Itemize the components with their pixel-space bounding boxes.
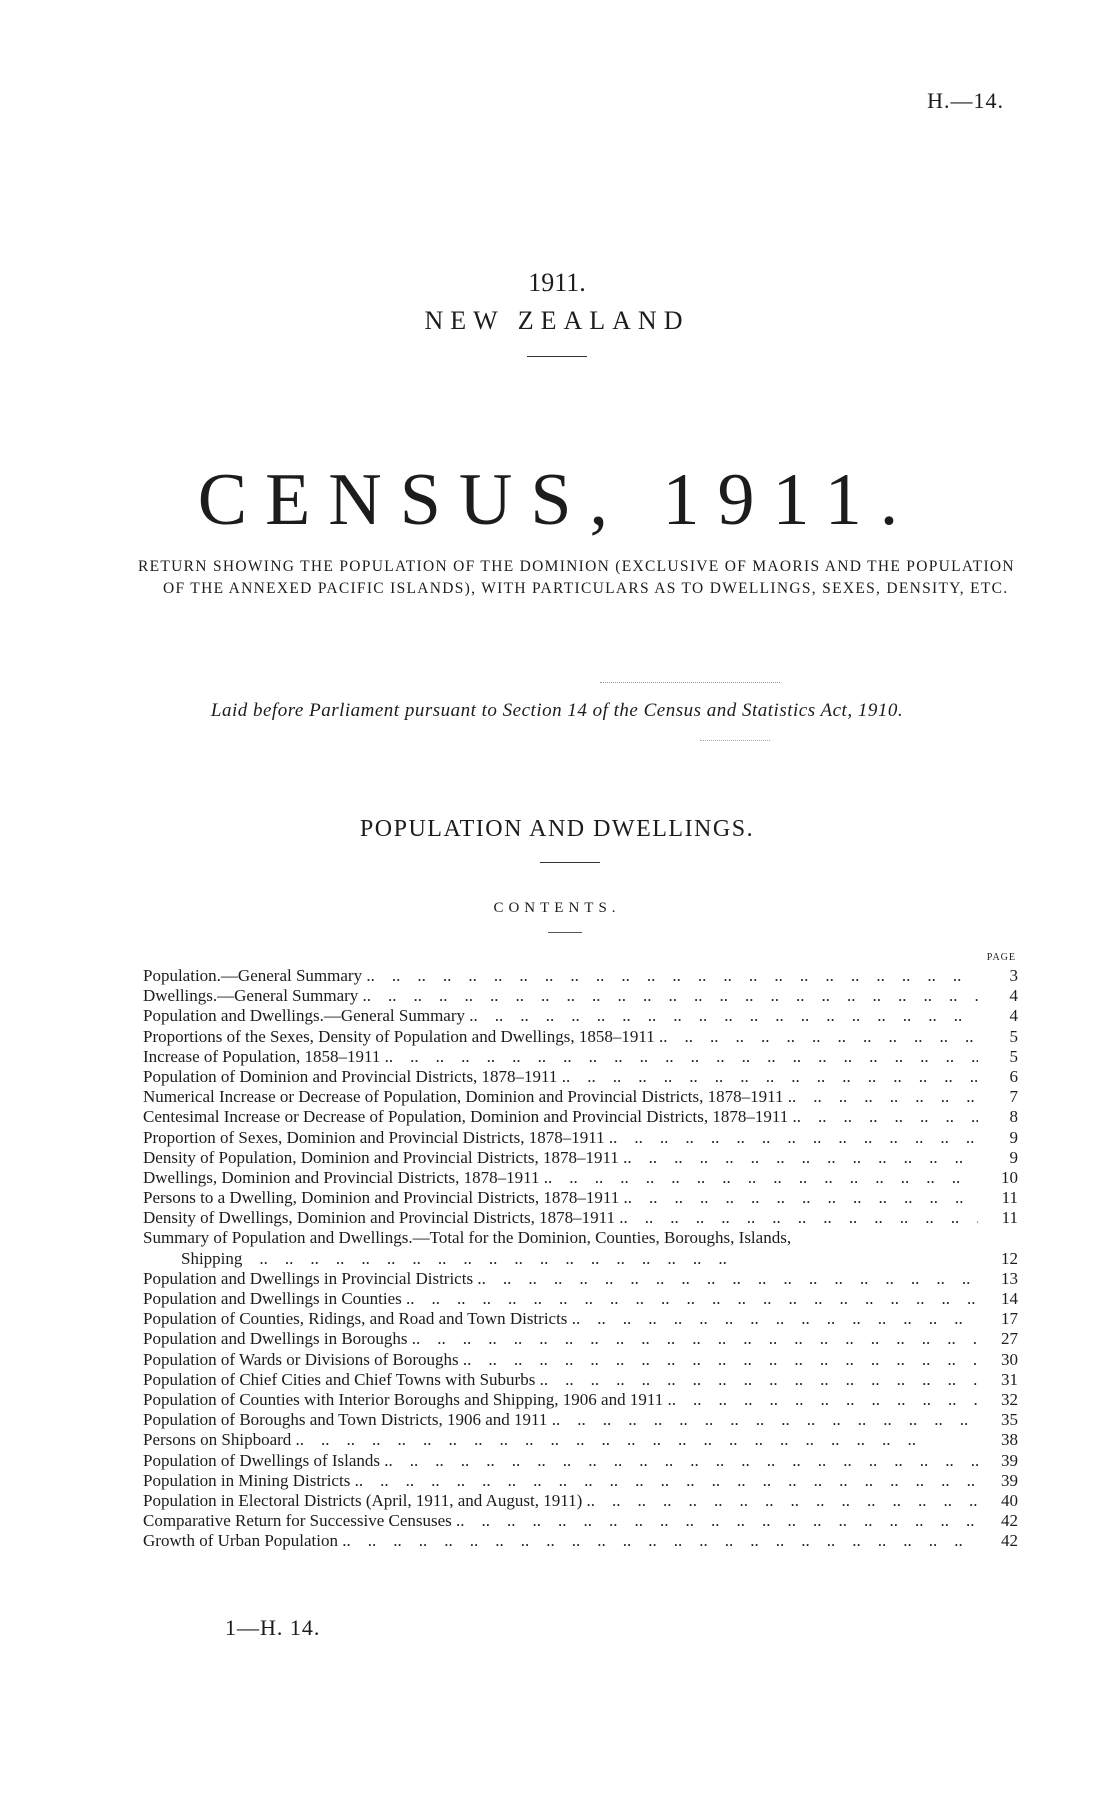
divider-rule: [548, 932, 582, 933]
list-item: Population.—General Summary .. 3: [143, 966, 1018, 986]
country-heading: NEW ZEALAND: [424, 306, 690, 335]
list-item: Increase of Population, 1858–1911 .. 5: [143, 1047, 1018, 1067]
list-item: Proportion of Sexes, Dominion and Provincial Districts, 1878–1911 .. 9: [143, 1128, 1018, 1148]
contents-title: CONTENTS.: [493, 900, 621, 916]
list-item: Comparative Return for Successive Censuses .. 42: [143, 1511, 1018, 1531]
section-title: POPULATION AND DWELLINGS.: [359, 816, 755, 842]
list-item: Numerical Increase or Decrease of Population, Dominion and Provincial Districts, 1878–1911 .. 7: [143, 1087, 1018, 1107]
list-item: Population of Dwellings of Islands .. 39: [143, 1451, 1018, 1471]
list-item: Growth of Urban Population .. 42: [143, 1531, 1018, 1551]
document-year: 1911.: [528, 268, 586, 297]
faint-rule: [600, 682, 780, 683]
list-item: Population in Electoral Districts (April, 1911, and August, 1911) .. 40: [143, 1491, 1018, 1511]
list-item: Population of Counties, Ridings, and Road and Town Districts .. 17: [143, 1309, 1018, 1329]
return-description: RETURN SHOWING THE POPULATION OF THE DOMINION (EXCLUSIVE OF MAORIS AND THE POPULATION OF THE ANNEXED PACIFIC ISLANDS), WITH PARTICULARS AS TO DWELLINGS, SEXES, DENSITY, ETC.: [138, 558, 1015, 597]
list-item: Persons on Shipboard .. 38: [143, 1430, 1018, 1450]
contents-list: [143, 966, 1018, 1551]
list-item: Population of Wards or Divisions of Boroughs .. 30: [143, 1350, 1018, 1370]
main-title: CENSUS, 1911.: [197, 459, 917, 541]
list-item: Population and Dwellings in Counties .. 14: [143, 1289, 1018, 1309]
list-item: Density of Population, Dominion and Provincial Districts, 1878–1911 .. 9: [143, 1148, 1018, 1168]
list-item: Population of Boroughs and Town Districts, 1906 and 1911 .. 35: [143, 1410, 1018, 1430]
page-column-header: PAGE: [986, 952, 1016, 963]
list-item: Centesimal Increase or Decrease of Population, Dominion and Provincial Districts, 1878–1911 .. 8: [143, 1107, 1018, 1127]
list-item: Population and Dwellings in Provincial Districts .. 13: [143, 1269, 1018, 1289]
list-item: Population of Chief Cities and Chief Towns with Suburbs .. 31: [143, 1370, 1018, 1390]
faint-rule: [700, 740, 770, 741]
list-item: Proportions of the Sexes, Density of Population and Dwellings, 1858–1911 .. 5: [143, 1027, 1018, 1047]
list-item: Population of Dominion and Provincial Districts, 1878–1911 .. 6: [143, 1067, 1018, 1087]
divider-rule: [527, 356, 587, 357]
list-item: Population and Dwellings in Boroughs .. 27: [143, 1329, 1018, 1349]
list-item: Population in Mining Districts .. 39: [143, 1471, 1018, 1491]
list-item: Population and Dwellings.—General Summary .. 4: [143, 1006, 1018, 1026]
document-reference: H.—14.: [927, 88, 1004, 113]
list-item: Persons to a Dwelling, Dominion and Provincial Districts, 1878–1911 .. 11: [143, 1188, 1018, 1208]
divider-rule: [540, 862, 600, 863]
footer-signature: 1—H. 14.: [225, 1615, 321, 1640]
list-item: Dwellings.—General Summary .. 4: [143, 986, 1018, 1006]
list-item: Summary of Population and Dwellings.—Total for the Dominion, Counties, Boroughs, Islands, Shipping .. 12: [143, 1228, 1018, 1268]
list-item: Dwellings, Dominion and Provincial Districts, 1878–1911 .. 10: [143, 1168, 1018, 1188]
list-item: Population of Counties with Interior Boroughs and Shipping, 1906 and 1911 .. 32: [143, 1390, 1018, 1410]
laid-before-statement: Laid before Parliament pursuant to Section 14 of the Census and Statistics Act, 1910.: [210, 700, 904, 721]
list-item: Density of Dwellings, Dominion and Provincial Districts, 1878–1911 .. 11: [143, 1208, 1018, 1228]
